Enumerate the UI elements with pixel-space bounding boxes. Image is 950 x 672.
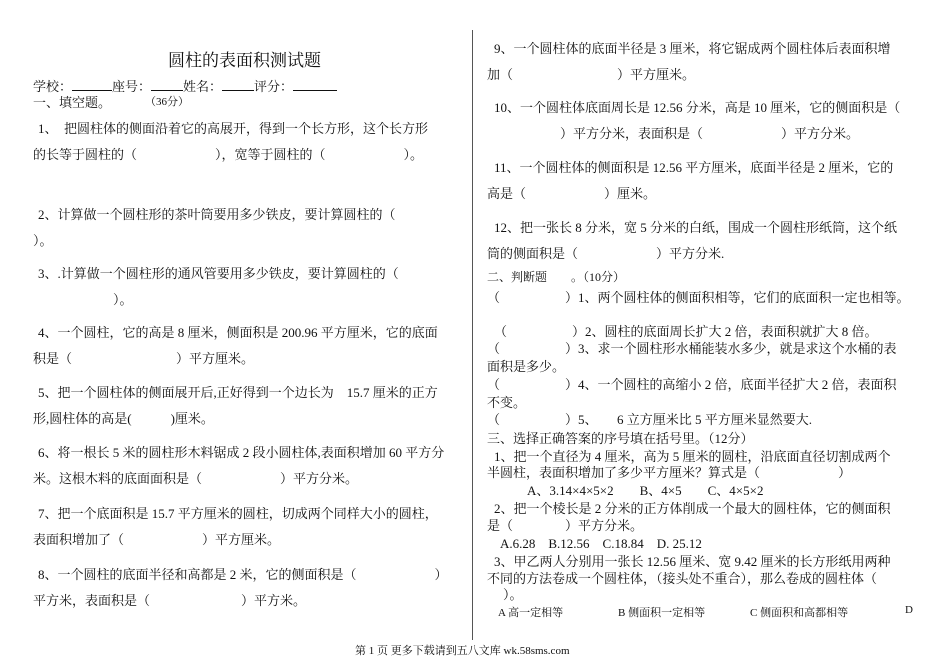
- question-7-line-1: 7、把一个底面积是 15.7 平方厘米的圆柱，切成两个同样大小的圆柱，: [38, 506, 438, 521]
- judge-1: （ ）1、两个圆柱体的侧面积相等，它们的底面积一定也相等。: [487, 290, 910, 305]
- score-blank[interactable]: [293, 79, 337, 91]
- choice-3-option-a: A 高一定相等: [498, 607, 564, 619]
- page-footer: 第 1 页 更多下载请到五八文库 wk.58sms.com: [355, 645, 570, 657]
- question-12-line-1: 12、把一张长 8 分米，宽 5 分米的白纸，围成一个圆柱形纸筒，这个纸: [494, 220, 898, 235]
- question-8-line-1: 8、一个圆柱的底面半径和高都是 2 米，它的侧面积是（ ）: [38, 567, 448, 582]
- question-6-line-1: 6、将一根长 5 米的圆柱形木料锯成 2 段小圆柱体,表面积增加 60 平方分: [38, 445, 445, 460]
- choice-3-option-c: C 侧面积和高都相等: [750, 607, 849, 619]
- question-11-line-2: 高是（ ）厘米。: [487, 186, 657, 201]
- column-divider: [472, 30, 473, 640]
- question-10-line-1: 10、一个圆柱体底面周长是 12.56 分米，高是 10 厘米，它的侧面积是（: [494, 100, 901, 115]
- choice-3-option-d: D: [905, 604, 913, 616]
- judge-3-line-1: （ ）3、求一个圆柱形水桶能装水多少，就是求这个水桶的表: [487, 341, 897, 356]
- question-3-line-2: ）。: [113, 292, 133, 307]
- question-3-line-1: 3、.计算做一个圆柱形的通风管要用多少铁皮，要计算圆柱的（: [38, 266, 399, 281]
- judge-2: （ ）2、圆柱的底面周长扩大 2 倍，表面积就扩大 8 倍。: [494, 324, 878, 339]
- choice-2-options: A.6.28 B.12.56 C.18.84 D. 25.12: [500, 536, 702, 551]
- seat-blank[interactable]: [151, 79, 183, 91]
- question-4-line-2: 积是（ ）平方厘米。: [33, 351, 255, 366]
- name-label: 姓名：: [183, 79, 223, 94]
- question-1-line-1: 1、 把圆柱体的侧面沿着它的高展开，得到一个长方形，这个长方形: [38, 121, 429, 136]
- question-1-line-2: 的长等于圆柱的（ ），宽等于圆柱的（ ）。: [33, 147, 424, 162]
- judge-3-line-2: 面积是多少。: [487, 359, 566, 374]
- choice-1-line-2: 半圆柱，表面积增加了多少平方厘米？算式是（ ）: [487, 465, 852, 480]
- choice-3-line-3: ）。: [503, 587, 523, 602]
- page-title: 圆柱的表面积测试题: [168, 51, 321, 70]
- question-5-line-2: 形,圆柱体的高是( )厘米。: [33, 411, 214, 426]
- question-9-line-2: 加（ ）平方厘米。: [487, 67, 696, 82]
- choice-3-option-b: B 侧面积一定相等: [618, 607, 706, 619]
- judge-5: （ ）5、 6 立方厘米比 5 平方厘米显然要大.: [487, 412, 813, 427]
- section-choice-heading: 三、选择正确答案的序号填在括号里。（12分）: [487, 431, 754, 446]
- school-blank[interactable]: [72, 79, 112, 91]
- school-label: 学校：: [33, 79, 73, 94]
- section-fill-blank-heading: 一、填空题。: [33, 95, 112, 110]
- question-12-line-2: 筒的侧面积是（ ）平方分米.: [487, 246, 725, 261]
- judge-4-line-2: 不变。: [487, 395, 527, 410]
- choice-3-line-1: 3、甲乙两人分别用一张长 12.56 厘米、宽 9.42 厘米的长方形纸用两种: [494, 554, 891, 569]
- question-6-line-2: 米。这根木料的底面面积是（ ）平方分米。: [33, 471, 359, 486]
- question-4-line-1: 4、一个圆柱，它的高是 8 厘米，侧面积是 200.96 平方厘米，它的底面: [38, 325, 438, 340]
- score-label: 评分：: [254, 79, 294, 94]
- section-true-false-heading: 二、判断题 。（10分）: [487, 270, 626, 284]
- choice-2-line-2: 是（ ）平方分米。: [487, 518, 644, 533]
- question-11-line-1: 11、一个圆柱体的侧面积是 12.56 平方厘米，底面半径是 2 厘米，它的: [494, 160, 894, 175]
- name-blank[interactable]: [222, 79, 254, 91]
- section-fill-blank-points: （36分）: [145, 96, 189, 108]
- choice-1-options: A、3.14×4×5×2 B、4×5 C、4×5×2: [527, 483, 764, 498]
- judge-4-line-1: （ ）4、一个圆柱的高缩小 2 倍，底面半径扩大 2 倍，表面积: [487, 377, 897, 392]
- question-10-line-2: ）平方分米，表面积是（ ）平方分米。: [560, 126, 860, 141]
- seat-label: 座号：: [112, 79, 152, 94]
- choice-3-line-2: 不同的方法卷成一个圆柱体，（接头处不重合），那么卷成的圆柱体（: [487, 571, 878, 586]
- choice-2-line-1: 2、把一个棱长是 2 分米的正方体削成一个最大的圆柱体，它的侧面积: [494, 501, 891, 516]
- question-5-line-1: 5、把一个圆柱体的侧面展开后,正好得到一个边长为 15.7 厘米的正方: [38, 385, 438, 400]
- question-2-line-1: 2、计算做一个圆柱形的茶叶筒要用多少铁皮，要计算圆柱的（: [38, 207, 396, 222]
- question-7-line-2: 表面积增加了（ ）平方厘米。: [33, 532, 281, 547]
- question-8-line-2: 平方米，表面积是（ ）平方米。: [33, 593, 307, 608]
- choice-1-line-1: 1、把一个直径为 4 厘米，高为 5 厘米的圆柱，沿底面直径切割成两个: [494, 449, 891, 464]
- question-9-line-1: 9、一个圆柱体的底面半径是 3 厘米，将它锯成两个圆柱体后表面积增: [494, 41, 891, 56]
- question-2-line-2: ）。: [33, 233, 53, 248]
